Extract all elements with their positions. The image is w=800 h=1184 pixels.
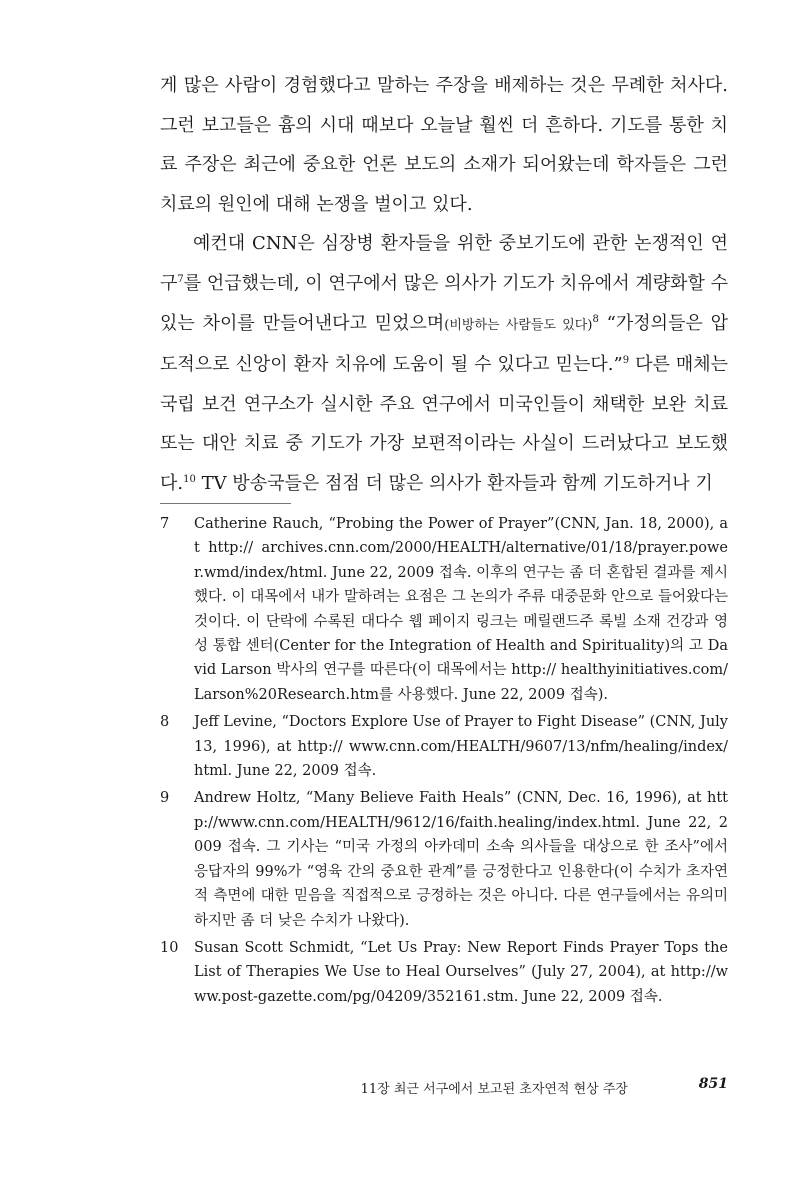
main-text bbox=[160, 66, 728, 504]
footnote-10 bbox=[160, 936, 728, 1009]
paragraph-2-aside: (비방하는 사람들도 있다) bbox=[444, 317, 593, 333]
page-footer bbox=[160, 1074, 728, 1098]
footnote-text: Andrew Holtz, “Many Believe Faith Heals” (CNN, Dec. 16, 1996), at http://www.cnn.com/HEALTH/9612/16/faith.healing/index.html. June 22, 2009 접속. 그 기사는 “미국 가정의 아카데미 소속 의사들을 대상으로 한 조사”에서 응답자의 99%가 “영육 간의 중요한 관계”를 긍정한다고 인용한다(이 수치가 초자연적 측면에 대한 믿음을 직접적으로 긍정하는 것은 아니다. 다른 연구들에서는 유의미하지만 좀 더 낮은 수치가 나왔다). bbox=[194, 790, 728, 929]
footnote-9 bbox=[160, 786, 728, 932]
footnote-ref-10[interactable]: 10 bbox=[183, 473, 196, 485]
paragraph-1: 게 많은 사람이 경험했다고 말하는 주장을 배제하는 것은 무례한 처사다. 그런 보고들은 흄의 시대 때보다 오늘날 훨씬 더 흔하다. 기도를 통한 치료 주장은 최근에 중요한 언론 보도의 소재가 되어왔는데 학자들은 그런 치료의 원인에 대해 논쟁을 벌이고 있다. bbox=[160, 75, 728, 215]
footnote-number: 10 bbox=[160, 939, 179, 956]
paragraph-2-part-e: TV 방송국들은 점점 더 많은 의사가 환자들과 함께 기도하거나 기 bbox=[195, 472, 713, 494]
footnote-7 bbox=[160, 512, 728, 707]
paragraph-2-part-a: 예컨대 CNN은 심장병 환자들을 위한 중보기도에 관한 논쟁적인 연구 bbox=[160, 233, 728, 294]
footnote-ref-8[interactable]: 8 bbox=[592, 313, 599, 325]
footnote-ref-7[interactable]: 7 bbox=[177, 273, 184, 285]
footnote-number: 7 bbox=[160, 516, 170, 532]
footnotes bbox=[160, 512, 728, 1012]
footnote-divider bbox=[160, 503, 291, 504]
footnote-text: Jeff Levine, “Doctors Explore Use of Prayer to Fight Disease” (CNN, July 13, 1996), at http:// www.cnn.com/HEALTH/9607/13/nfm/healing/index/html. June 22, 2009 접속. bbox=[194, 714, 728, 780]
page-number: 851 bbox=[698, 1076, 728, 1092]
paragraph-2-part-b: 를 언급했는데, 이 연구에서 많은 의사가 기도가 치유에서 계량화할 수 있는 차이를 만들어낸다고 믿었으며 bbox=[160, 272, 728, 334]
paragraph-2-quote: “가정의들은 압도적으로 신앙이 환자 치유에 도움이 될 수 있다고 믿는다.” bbox=[160, 312, 728, 376]
footnote-number: 9 bbox=[160, 790, 170, 807]
running-footer-chapter: 11장 최근 서구에서 보고된 초자연적 현상 주장 bbox=[360, 1082, 628, 1097]
footnote-8 bbox=[160, 710, 728, 783]
paragraph-2-part-d: 다른 매체는 국립 보건 연구소가 실시한 주요 연구에서 미국인들이 채택한 보완 치료 또는 대안 치료 중 기도가 가장 보편적이라는 사실이 드러났다고 보도했다. bbox=[160, 354, 728, 494]
footnote-ref-9[interactable]: 9 bbox=[622, 355, 630, 367]
footnote-text: Susan Scott Schmidt, “Let Us Pray: New Report Finds Prayer Tops the List of Therapies We Use to Heal Ourselves” (July 27, 2004), at http://www.post-gazette.com/pg/04209/352161.stm. June 22, 2009 접속. bbox=[194, 939, 728, 1005]
paragraph-2 bbox=[160, 224, 728, 503]
footnote-text: Catherine Rauch, “Probing the Power of Prayer”(CNN, Jan. 18, 2000), at http:// archives.cnn.com/2000/HEALTH/alternative/01/18/prayer.power.wmd/index/html. June 22, 2009 접속. 이후의 연구는 좀 더 혼합된 결과를 제시했다. 이 대목에서 내가 말하려는 요점은 그 논의가 주류 대중문화 안으로 들어왔다는 것이다. 이 단락에 수록된 대다수 웹 페이지 링크는 메릴랜드주 록빌 소재 건강과 영성 통합 센터(Center for the Integration of Health and Spirituality)의 고 David Larson 박사의 연구를 따른다(이 대목에서는 http:// healthyinitiatives.com/Larson%20Research.htm를 사용했다. June 22, 2009 접속). bbox=[194, 516, 728, 703]
footnote-number: 8 bbox=[160, 714, 170, 731]
